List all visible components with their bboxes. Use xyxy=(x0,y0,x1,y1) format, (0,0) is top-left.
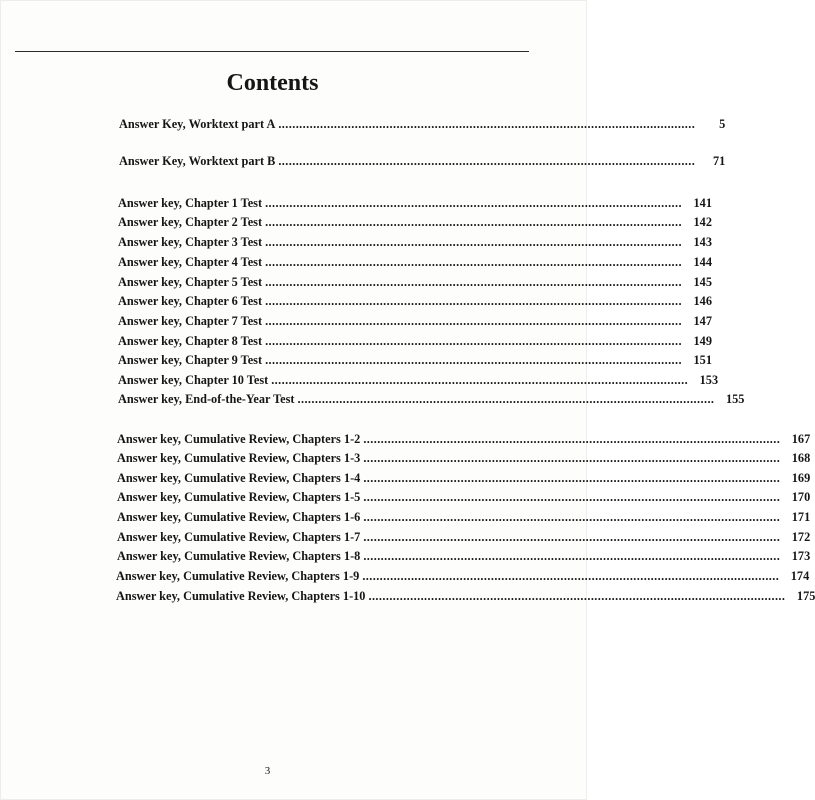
toc-leader-dots: ........................................................................................................................ xyxy=(362,569,780,583)
toc-entry-label: Answer key, Cumulative Review, Chapters 1-8 xyxy=(117,549,361,563)
toc-entry-label: Answer Key, Worktext part B xyxy=(119,154,276,168)
toc-leader-dots: ........................................................................................................................ xyxy=(363,471,781,485)
toc-entry-page: 171 xyxy=(791,510,811,524)
toc-leader-dots: ........................................................................................................................ xyxy=(265,314,682,328)
toc-entry-page: 149 xyxy=(693,334,712,348)
toc-entry xyxy=(117,451,811,467)
toc-entry-label: Answer key, Cumulative Review, Chapters 1-7 xyxy=(117,530,361,544)
toc-entry-label: Answer Key, Worktext part A xyxy=(119,117,276,131)
toc-entry-label: Answer key, Chapter 9 Test xyxy=(118,353,263,367)
header-rule xyxy=(15,51,529,52)
toc-entry-page: 155 xyxy=(725,392,745,406)
toc-entry-page: 147 xyxy=(693,314,712,328)
toc-entry-page: 71 xyxy=(712,154,726,168)
toc-leader-dots: ........................................................................................................................ xyxy=(265,215,682,229)
toc-entry xyxy=(118,294,712,310)
toc-entry-page: 173 xyxy=(791,549,811,563)
toc-entry-page: 142 xyxy=(693,215,712,229)
toc-entry-label: Answer key, Chapter 10 Test xyxy=(118,373,269,387)
toc-entry-label: Answer key, Chapter 3 Test xyxy=(118,235,263,249)
toc-leader-dots: ........................................................................................................................ xyxy=(363,432,781,446)
toc-entry xyxy=(116,589,815,605)
toc-entry-label: Answer key, Chapter 2 Test xyxy=(118,215,263,229)
toc-entry-page: 172 xyxy=(791,530,811,544)
toc-entry-page: 153 xyxy=(699,373,719,387)
toc-entry-label: Answer key, Chapter 8 Test xyxy=(118,334,263,348)
toc-entry xyxy=(116,569,810,585)
toc-leader-dots: ........................................................................................................................ xyxy=(363,530,781,544)
toc-entry-page: 151 xyxy=(693,353,712,367)
toc-entry-page: 146 xyxy=(693,294,712,308)
toc-leader-dots: ........................................................................................................................ xyxy=(265,294,682,308)
toc-entry xyxy=(118,314,712,330)
toc-entry-page: 169 xyxy=(791,471,811,485)
toc-entry xyxy=(118,334,712,350)
toc-entry-page: 5 xyxy=(719,117,726,131)
toc-entry-label: Answer key, End-of-the-Year Test xyxy=(118,392,295,406)
toc-entry xyxy=(119,154,726,170)
page-title: Contents xyxy=(226,70,319,96)
toc-leader-dots: ........................................................................................................................ xyxy=(271,373,689,387)
toc-entry xyxy=(118,373,719,389)
toc-entry xyxy=(117,490,811,506)
toc-entry xyxy=(118,235,712,251)
toc-entry-page: 167 xyxy=(791,432,811,446)
toc-leader-dots: ........................................................................................................................ xyxy=(265,353,682,367)
toc-entry xyxy=(117,432,811,448)
toc-leader-dots: ........................................................................................................................ xyxy=(368,589,786,603)
toc-leader-dots: ........................................................................................................................ xyxy=(363,490,781,504)
toc-entry-label: Answer key, Chapter 6 Test xyxy=(118,294,263,308)
toc-entry-label: Answer key, Cumulative Review, Chapters 1-6 xyxy=(117,510,361,524)
toc-entry-page: 168 xyxy=(791,451,811,465)
toc-entry xyxy=(118,215,712,231)
toc-entry-page: 145 xyxy=(693,275,712,289)
toc-entry-page: 141 xyxy=(693,196,712,210)
toc-leader-dots: ........................................................................................................................ xyxy=(265,235,682,249)
toc-entry xyxy=(118,255,712,271)
toc-entry xyxy=(118,275,712,291)
toc-entry-label: Answer key, Chapter 5 Test xyxy=(118,275,263,289)
toc-entry xyxy=(117,549,811,565)
toc-entry xyxy=(119,117,726,133)
toc-leader-dots: ........................................................................................................................ xyxy=(265,196,682,210)
toc-entry-page: 143 xyxy=(693,235,712,249)
toc-entry-page: 170 xyxy=(791,490,811,504)
toc-entry xyxy=(117,471,811,487)
toc-entry-page: 144 xyxy=(693,255,712,269)
toc-entry xyxy=(117,530,811,546)
toc-entry-label: Answer key, Cumulative Review, Chapters 1-9 xyxy=(116,569,360,583)
toc-entry xyxy=(117,510,811,526)
toc-leader-dots: ........................................................................................................................ xyxy=(363,451,781,465)
toc-leader-dots: ........................................................................................................................ xyxy=(278,117,696,131)
toc-leader-dots: ........................................................................................................................ xyxy=(297,392,715,406)
toc-leader-dots: ........................................................................................................................ xyxy=(265,255,682,269)
toc-entry-label: Answer key, Cumulative Review, Chapters 1-10 xyxy=(116,589,366,603)
toc-entry-label: Answer key, Cumulative Review, Chapters 1-4 xyxy=(117,471,361,485)
toc-entry-label: Answer key, Cumulative Review, Chapters 1-3 xyxy=(117,451,361,465)
toc-entry-page: 175 xyxy=(796,589,815,603)
toc-entry-label: Answer key, Chapter 4 Test xyxy=(118,255,263,269)
toc-entry-label: Answer key, Cumulative Review, Chapters 1-5 xyxy=(117,490,361,504)
toc-leader-dots: ........................................................................................................................ xyxy=(278,154,696,168)
toc-entry xyxy=(118,392,745,408)
page-number: 3 xyxy=(264,765,271,777)
toc-leader-dots: ........................................................................................................................ xyxy=(363,549,781,563)
toc-leader-dots: ........................................................................................................................ xyxy=(265,275,682,289)
toc-leader-dots: ........................................................................................................................ xyxy=(363,510,781,524)
toc-entry xyxy=(118,196,712,212)
toc-leader-dots: ........................................................................................................................ xyxy=(265,334,682,348)
toc-entry xyxy=(118,353,712,369)
toc-entry-label: Answer key, Chapter 1 Test xyxy=(118,196,263,210)
toc-entry-page: 174 xyxy=(790,569,810,583)
toc-entry-label: Answer key, Cumulative Review, Chapters 1-2 xyxy=(117,432,361,446)
toc-entry-label: Answer key, Chapter 7 Test xyxy=(118,314,263,328)
